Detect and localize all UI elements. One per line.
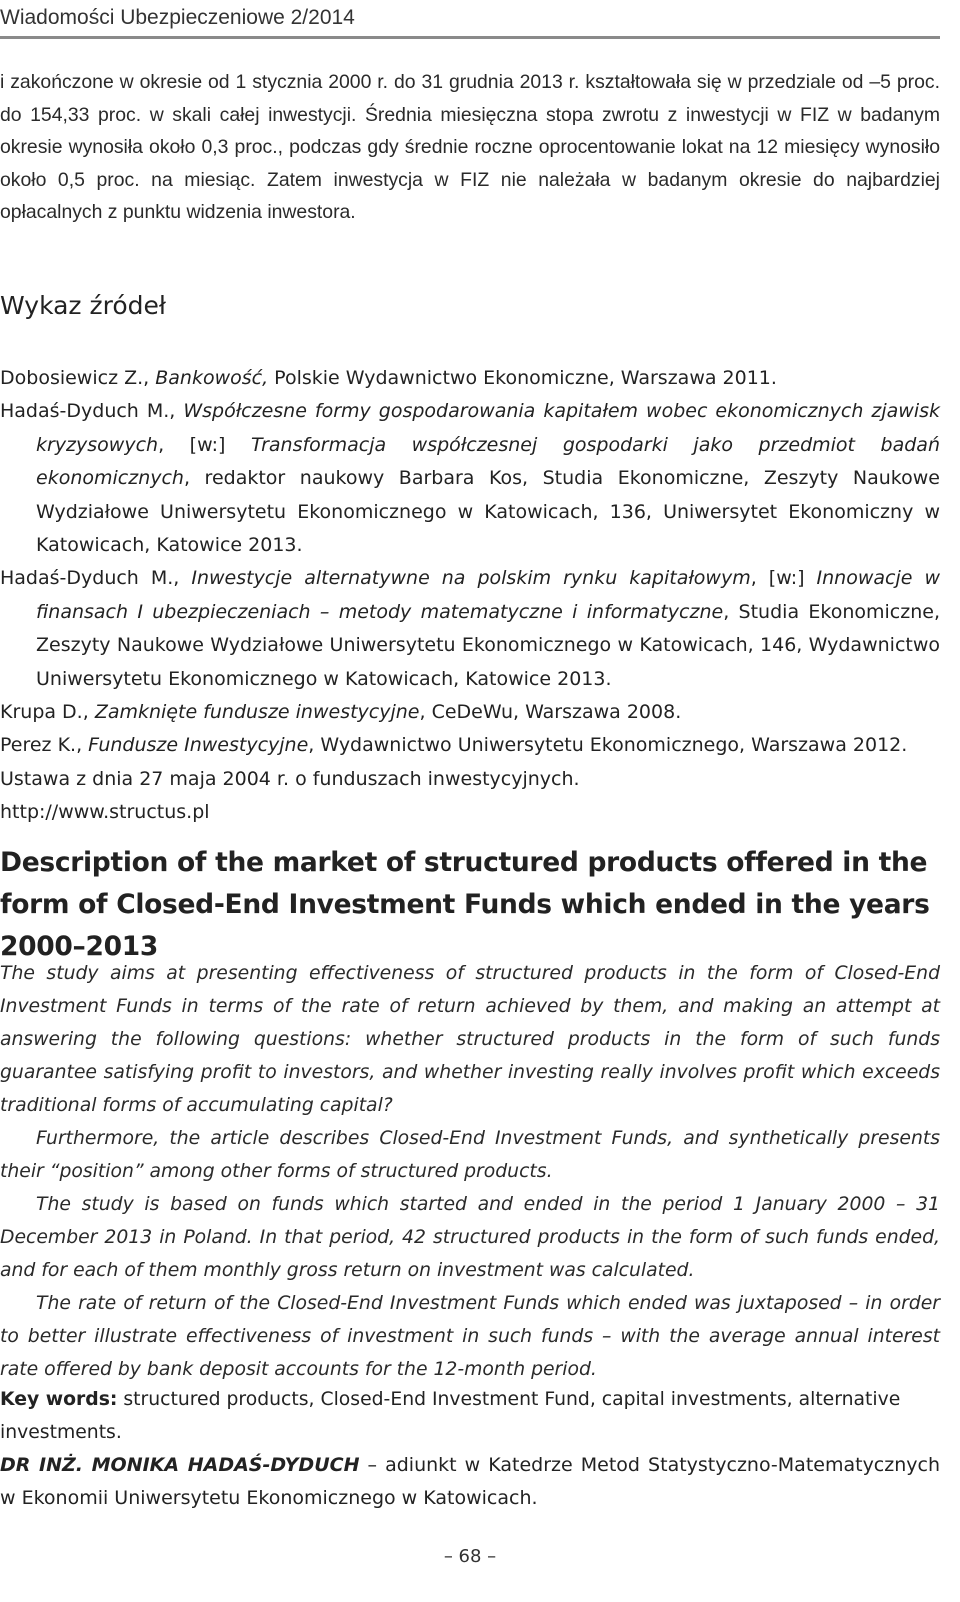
reference-item	[0, 696, 940, 729]
reference-text: Polskie Wydawnictwo Ekonomiczne, Warszawa 2011.	[268, 367, 777, 389]
author-name: DR INŻ. MONIKA HADAŚ-DYDUCH	[0, 1454, 360, 1476]
intro-paragraph: i zakończone w okresie od 1 stycznia 2000 r. do 31 grudnia 2013 r. kształtowała się w przedziale od –5 proc. do 154,33 proc. w skali całej inwestycji. Średnia miesięczna stopa zwrotu z inwestycji w FIZ w badanym okresie wynosiła około 0,3 proc., podczas gdy średnie roczne oprocentowanie lokat na 12 miesięcy wynosiło około 0,5 proc. na miesiąc. Zatem inwestycja w FIZ nie należała w badanym okresie do najbardziej opłacalnych z punktu widzenia inwestora.	[0, 71, 940, 223]
abstract-paragraph: The rate of return of the Closed-End Investment Funds which ended was juxtaposed – in order to better illustrate effectiveness of investment in such funds – with the average annual interest rate offered by bank deposit accounts for the 12-month period.	[0, 1293, 940, 1380]
reference-text: , CeDeWu, Warszawa 2008.	[419, 701, 682, 724]
reference-title: Bankowość,	[155, 367, 269, 389]
reference-item	[0, 562, 940, 696]
reference-text: Krupa D.,	[0, 701, 95, 724]
page-number: – 68 –	[443, 1546, 497, 1567]
running-header: Wiadomości Ubezpieczeniowe 2/2014	[0, 6, 355, 29]
author-description: – adiunkt w Katedrze Metod Statystyczno-Matematycznych w Ekonomii Uniwersytetu Ekonomicznego w Katowicach.	[0, 1454, 941, 1509]
reference-text: , Studia Ekonomiczne, Zeszyty Naukowe Wydziałowe Uniwersytetu Ekonomicznego w Katowicach, 146, Wydawnictwo Uniwersytetu Ekonomicznego w Katowicach, Katowice 2013.	[36, 600, 940, 690]
reference-title: Transformacja współczesnej gospodarki jako przedmiot badań ekonomicznych	[36, 433, 940, 490]
abstract-paragraph: The study is based on funds which started and ended in the period 1 January 2000 – 31 December 2013 in Poland. In that period, 42 structured products in the form of such funds ended, and for each of them monthly gross return on investment was calculated.	[0, 1194, 940, 1281]
reference-title: Zamknięte fundusze inwestycyjne	[94, 701, 420, 724]
reference-title: Fundusze Inwestycyjne	[88, 734, 309, 757]
reference-text: Hadaś-Dyduch M.,	[0, 400, 184, 423]
keywords-label: Key words:	[0, 1389, 118, 1410]
reference-title: Innowacje w finansach I ubezpieczeniach – metody matematyczne i informatyczne	[36, 567, 940, 623]
reference-item	[0, 796, 940, 829]
reference-item	[0, 763, 940, 796]
abstract-paragraph: Furthermore, the article describes Closed-End Investment Funds, and synthetically presents their “position” among other forms of structured products.	[0, 1128, 940, 1182]
reference-text: , [w:]	[750, 567, 817, 590]
keywords-text: structured products, Closed-End Investment Fund, capital investments, alternative investments.	[0, 1389, 901, 1443]
reference-text: Dobosiewicz Z.,	[0, 367, 156, 389]
reference-item	[0, 729, 940, 762]
reference-text: Hadaś-Dyduch M.,	[0, 567, 192, 590]
reference-text: , Wydawnictwo Uniwersytetu Ekonomicznego, Warszawa 2012.	[308, 734, 908, 757]
reference-url: http://www.structus.pl	[0, 801, 210, 824]
reference-item	[0, 395, 940, 562]
reference-text: Ustawa z dnia 27 maja 2004 r. o funduszach inwestycyjnych.	[0, 767, 580, 790]
header-divider	[0, 36, 940, 39]
reference-text: , redaktor naukowy Barbara Kos, Studia Ekonomiczne, Zeszyty Naukowe Wydziałowe Uniwersytetu Ekonomicznego w Katowicach, 136, Uniwersytet Ekonomiczny w Katowicach, Katowice 2013.	[36, 467, 940, 557]
author-note	[0, 1449, 940, 1515]
reference-list	[0, 362, 940, 830]
english-title: Description of the market of structured products offered in the form of Closed-End Investment Funds which ended in the years 2000–2013	[0, 847, 930, 962]
reference-text: , [w:]	[158, 433, 251, 456]
english-abstract	[0, 957, 940, 1386]
reference-text: Perez K.,	[0, 734, 89, 757]
reference-item	[0, 362, 940, 395]
sources-heading: Wykaz źródeł	[0, 291, 167, 320]
abstract-paragraph: The study aims at presenting effectiveness of structured products in the form of Closed-End Investment Funds in terms of the rate of return achieved by them, and making an attempt at answering the following questions: whether structured products in the form of such funds guarantee satisfying profit to investors, and whether investing really involves profit which exceeds traditional forms of accumulating capital?	[0, 963, 940, 1116]
reference-title: Inwestycje alternatywne na polskim rynku kapitałowym	[191, 567, 751, 590]
keywords	[0, 1383, 940, 1449]
reference-title: Współczesne formy gospodarowania kapitałem wobec ekonomicznych zjawisk kryzysowych	[36, 400, 940, 456]
